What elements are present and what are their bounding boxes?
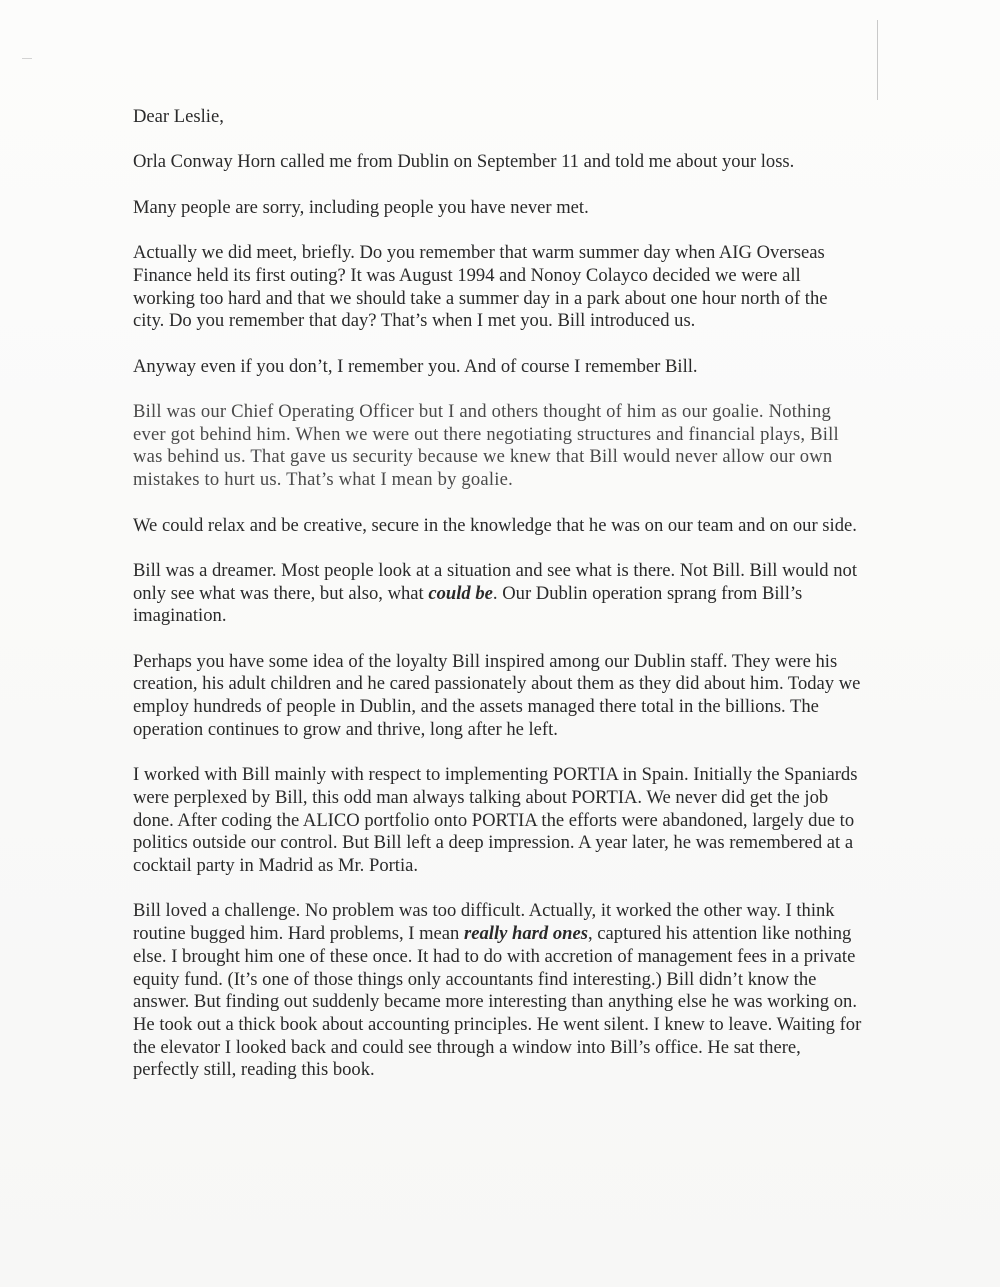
paragraph-dreamer	[133, 560, 863, 628]
paragraph-call: Orla Conway Horn called me from Dublin on September 11 and told me about your loss.	[133, 151, 795, 173]
paragraph-sorry: Many people are sorry, including people you have never met.	[133, 196, 589, 218]
paragraph-goalie: Bill was our Chief Operating Officer but I and others thought of him as our goalie. Nothing ever got behind him. When we were out there negotiating structures and financial plays, Bill was behind us. That gave us security because we knew that Bill would never allow our own mistakes to hurt us. That’s what I mean by goalie.	[133, 401, 839, 491]
paragraph-challenge-text: Bill loved a challenge. No problem was too difficult. Actually, it worked the other way. I think routine bugged him. Hard problems, I mean	[133, 900, 835, 945]
salutation: Dear Leslie,	[133, 106, 224, 127]
paragraph-dreamer-text-end: . Our Dublin operation sprang from Bill’s imagination.	[133, 582, 803, 627]
letter-body	[133, 106, 863, 1105]
paragraph-challenge	[133, 900, 863, 1082]
scan-mark-top-right	[877, 20, 878, 100]
paragraph-challenge-text-end: , captured his attention like nothing else. I brought him one of these once. It had to do with accretion of management fees in a private equity fund. (It’s one of those things only accountants find interesting.) Bill didn’t know the answer. But finding out suddenly became more interesting than anything else he was working on. He took out a thick book about accounting principles. He went silent. I knew to leave. Waiting for the elevator I looked back and could see through a window into Bill’s office. He sat there, perfectly still, reading this book.	[133, 923, 862, 1081]
paragraph-meeting: Actually we did meet, briefly. Do you remember that warm summer day when AIG Overseas Finance held its first outing? It was August 1994 and Nonoy Colayco decided we were all working too hard and that we should take a summer day in a park about one hour north of the city. Do you remember that day? That’s when I met you. Bill introduced us.	[133, 242, 828, 332]
paragraph-loyalty: Perhaps you have some idea of the loyalty Bill inspired among our Dublin staff. They were his creation, his adult children and he cared passionately about them as they did about him. Today we employ hundreds of people in Dublin, and the assets managed there total in the billions. The operation continues to grow and thrive, long after he left.	[133, 650, 861, 740]
emphasis-really-hard-ones: really hard ones	[464, 923, 588, 945]
paragraph-remember: Anyway even if you don’t, I remember you. And of course I remember Bill.	[133, 355, 698, 377]
paragraph-dreamer-text: Bill was a dreamer. Most people look at a situation and see what is there. Not Bill. Bill would not only see what was there, but also, what	[133, 559, 858, 604]
paragraph-portia: I worked with Bill mainly with respect to implementing PORTIA in Spain. Initially the Spaniards were perplexed by Bill, this odd man always talking about PORTIA. We never did get the job done. After coding the ALICO portfolio onto PORTIA the efforts were abandoned, largely due to politics outside our control. But Bill left a deep impression. A year later, he was remembered at a cocktail party in Madrid as Mr. Portia.	[133, 764, 858, 877]
paragraph-creative: We could relax and be creative, secure in the knowledge that he was on our team and on our side.	[133, 514, 857, 536]
scan-mark-top-left	[22, 58, 32, 59]
emphasis-could-be: could be	[428, 582, 493, 604]
